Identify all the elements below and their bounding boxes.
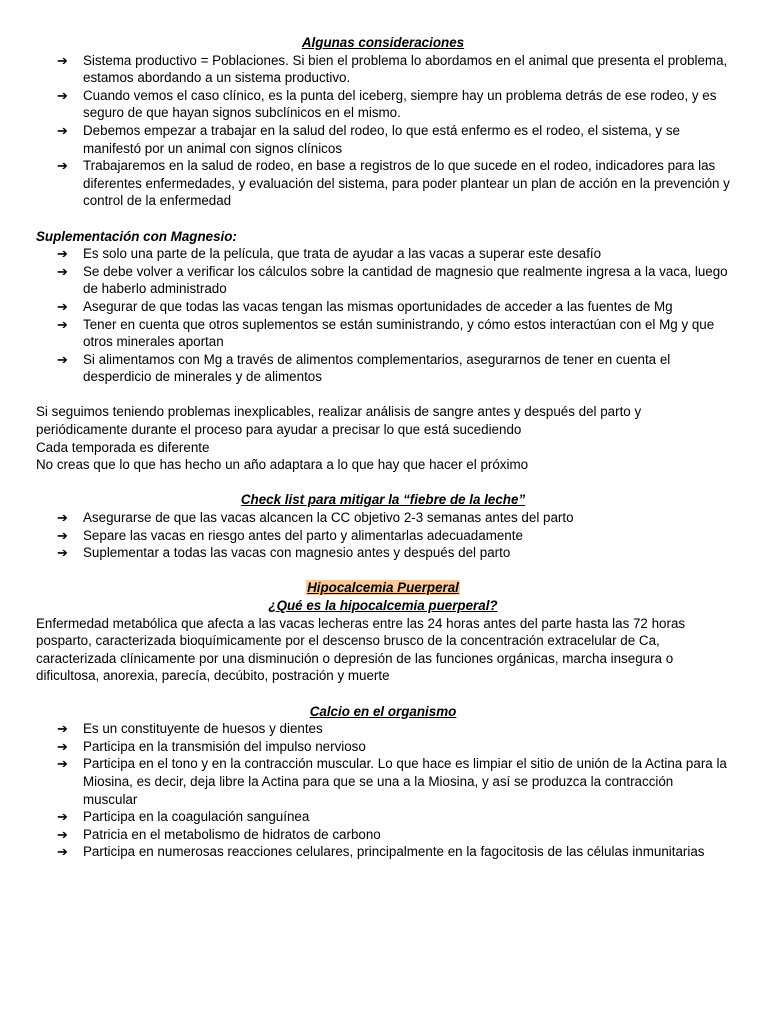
arrow-bullet-icon: ➔ <box>57 122 68 138</box>
arrow-bullet-icon: ➔ <box>57 738 68 754</box>
list-item: ➔ Si alimentamos con Mg a través de alimentos complementarios, asegurarnos de tener en cuenta el desperdicio de minerales y de alimentos <box>57 351 671 385</box>
section-heading-checklist: Check list para mitigar la “fiebre de la leche” <box>240 492 526 508</box>
arrow-bullet-icon: ➔ <box>57 52 68 68</box>
paragraph-definicion: Enfermedad metabólica que afecta a las vacas lecheras entre las 24 horas antes del parte hasta las 72 horas posparto, caracterizada bioquímicamente por el descenso brusco de la concentración extracelular de Ca, caracterizada clínicamente por una disminución o depresión de las funciones orgánicas, marcha insegura o dificultosa, anorexia, parecía, decúbito, postración y muerte <box>36 615 686 684</box>
hipocalcemia-title-row <box>36 579 730 597</box>
list-item: ➔ Suplementar a todas las vacas con magnesio antes y después del parto <box>57 545 511 561</box>
list-item: ➔ Participa en la transmisión del impulso nervioso <box>57 738 366 754</box>
list-item: ➔ Es un constituyente de huesos y dientes <box>57 721 323 737</box>
calcio-list <box>36 720 730 861</box>
arrow-bullet-icon: ➔ <box>57 87 68 103</box>
list-item: ➔ Asegurarse de que las vacas alcancen la CC objetivo 2-3 semanas antes del parto <box>57 510 574 526</box>
arrow-bullet-icon: ➔ <box>57 246 68 262</box>
arrow-bullet-icon: ➔ <box>57 756 68 772</box>
list-item: ➔ Cuando vemos el caso clínico, es la punta del iceberg, siempre hay un problema detrás de ese rodeo, y es seguro de que hayan signos subclínicos en el mismo. <box>57 87 717 121</box>
arrow-bullet-icon: ➔ <box>57 721 68 737</box>
paragraph-temporada: Cada temporada es diferente <box>36 439 210 455</box>
list-item: ➔ Tener en cuenta que otros suplementos se están suministrando, y cómo estos interactúan con el Mg y que otros minerales aportan <box>57 316 715 350</box>
checklist-list <box>36 509 730 562</box>
arrow-bullet-icon: ➔ <box>57 351 68 367</box>
arrow-bullet-icon: ➔ <box>57 844 68 860</box>
arrow-bullet-icon: ➔ <box>57 527 68 543</box>
list-item: ➔ Participa en la coagulación sanguínea <box>57 809 310 825</box>
arrow-bullet-icon: ➔ <box>57 158 68 174</box>
arrow-bullet-icon: ➔ <box>57 263 68 279</box>
list-item: ➔ Asegurar de que todas las vacas tengan las mismas oportunidades de acceder a las fuentes de Mg <box>57 298 673 314</box>
paragraph-analisis: Si seguimos teniendo problemas inexplicables, realizar análisis de sangre antes y después del parto y periódicamente durante el proceso para ayudar a precisar lo que está sucediendo <box>36 404 642 438</box>
section-heading-consideraciones: Algunas consideraciones <box>301 35 465 50</box>
paragraph-no-creas: No creas que lo que has hecho un año adaptara a lo que hay que hacer el próximo <box>36 457 529 473</box>
arrow-bullet-icon: ➔ <box>57 826 68 842</box>
arrow-bullet-icon: ➔ <box>57 809 68 825</box>
list-item: ➔ Patricia en el metabolismo de hidratos de carbono <box>57 826 381 842</box>
arrow-bullet-icon: ➔ <box>57 510 68 526</box>
consideraciones-list <box>36 52 730 210</box>
arrow-bullet-icon: ➔ <box>57 298 68 314</box>
list-item: ➔ Separe las vacas en riesgo antes del parto y alimentarlas adecuadamente <box>57 527 523 543</box>
section-heading-calcio: Calcio en el organismo <box>309 703 457 719</box>
section-heading-hipocalcemia: Hipocalcemia Puerperal <box>307 580 459 596</box>
arrow-bullet-icon: ➔ <box>57 316 68 332</box>
magnesio-list <box>36 245 730 386</box>
section-heading-magnesio: Suplementación con Magnesio: <box>36 228 237 244</box>
list-item: ➔ Sistema productivo = Poblaciones. Si bien el problema lo abordamos en el animal que presenta el problema, estamos abordando a un sistema productivo. <box>57 52 728 86</box>
list-item: ➔ Trabajaremos en la salud de rodeo, en base a registros de lo que sucede en el rodeo, indicadores para las diferentes enfermedades, y evaluación del sistema, para poder plantear un plan de acción en la prevención y control de la enfermedad <box>57 158 730 209</box>
section-subheading-que-es: ¿Qué es la hipocalcemia puerperal? <box>268 598 498 613</box>
list-item: ➔ Debemos empezar a trabajar en la salud del rodeo, lo que está enfermo es el rodeo, el sistema, y se manifestó por un animal con signos clínicos <box>57 122 680 156</box>
list-item: ➔ Se debe volver a verificar los cálculos sobre la cantidad de magnesio que realmente ingresa a la vaca, luego de haberlo administrado <box>57 263 728 297</box>
list-item: ➔ Es solo una parte de la película, que trata de ayudar a las vacas a superar este desafío <box>57 246 602 262</box>
arrow-bullet-icon: ➔ <box>57 545 68 561</box>
list-item: ➔ Participa en el tono y en la contracción muscular. Lo que hace es limpiar el sitio de unión de la Actina para la Miosina, es decir, deja libre la Actina para que se una a la Miosina, y así se produzca la contracción muscular <box>57 756 727 807</box>
list-item: ➔ Participa en numerosas reacciones celulares, principalmente en la fagocitosis de las células inmunitarias <box>57 844 705 860</box>
